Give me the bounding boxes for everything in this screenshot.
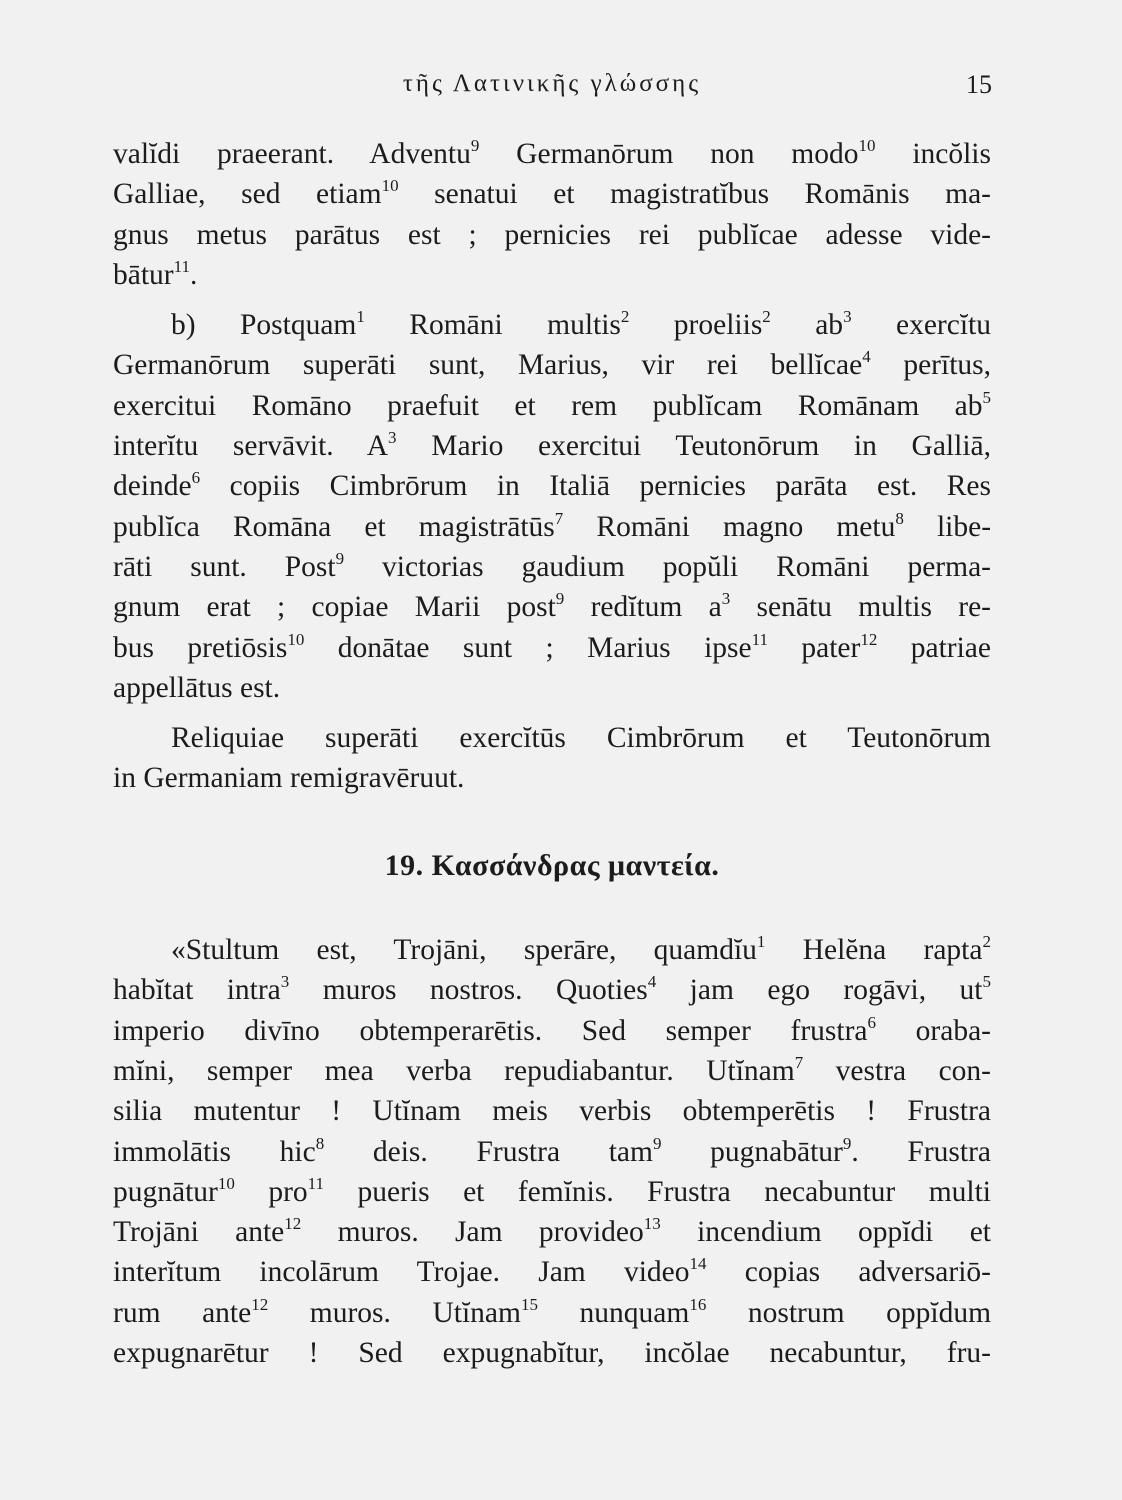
section-heading: 19. Κασσάνδρας μαντεία. xyxy=(384,848,720,882)
paragraph-a xyxy=(113,134,991,295)
text-line: bātur$^{11}$. xyxy=(113,256,198,291)
page-header xyxy=(112,70,992,110)
page-number: 15 xyxy=(966,70,992,99)
text-line: deinde$^6$ copiis Cimbrōrum in Italiā pernicies parāta est. Res xyxy=(113,468,991,503)
text-line: pugnātur$^{10}$ pro$^{11}$ pueris et femĭnis. Frustra necabuntur multi xyxy=(113,1173,991,1208)
text-line: b) Postquam$^1$ Romāni multis$^2$ proeliis$^2$ $ab^3$ exercĭtu xyxy=(171,307,991,342)
text-line: interĭtum incolārum Trojae. Jam video$^{14}$ copias adversariō- xyxy=(113,1254,991,1289)
text-line: silia mutentur ! Utĭnam meis verbis obtemperētis ! Frustra xyxy=(113,1095,991,1128)
text-line: Reliquiae superāti exercĭtūs Cimbrōrum et Teutonōrum xyxy=(171,722,991,755)
text-line: gnus metus parātus est ; pernicies rei publĭcae adesse vide- xyxy=(113,218,991,251)
text-line: expugnarētur ! Sed expugnabĭtur, incŏlae necabuntur, fru- xyxy=(113,1337,991,1370)
text-line: valĭdi praeerant. Adventu$^9$ Germanōrum non modo$^{10}$ incŏlis xyxy=(113,136,991,170)
paragraph-c xyxy=(113,718,991,799)
running-title: τῆς Λατινικῆς γλώσσης xyxy=(402,70,702,97)
text-line: Germanōrum superāti sunt, Marius, vir rei bellĭcae$^4$ perītus, xyxy=(113,347,991,382)
text-line: exercitui Romāno praefuit et rem publĭcam Romānam $ab^5$ xyxy=(113,387,991,422)
text-line: imperio divīno obtemperarētis. Sed semper frustra$^6$ oraba- xyxy=(113,1012,991,1047)
text-line: publĭca Romāna et magistrātūs$^7$ Romāni magno metu$^8$ libe- xyxy=(113,508,992,543)
page-body xyxy=(113,134,991,1373)
text-line: bus pretiōsis$^{10}$ donātae sunt ; Marius ipse$^{11}$ pater$^{12}$ patriae xyxy=(113,629,991,664)
text-line: interĭtu servāvit. $A^3$ Mario exercitui Teutonōrum in Galliā, xyxy=(113,428,991,463)
paragraph-d xyxy=(113,930,991,1373)
paragraph-b xyxy=(113,305,991,708)
text-line: Galliae, sed etiam$^{10}$ senatui et magistratĭbus Romānis ma- xyxy=(113,176,991,211)
text-line: mĭni, semper mea verba repudiabantur. Utĭnam$^7$ vestra con- xyxy=(113,1052,991,1087)
text-line: gnum erat ; copiae Marii post$^9$ redĭtum $a^3$ senātu multis re- xyxy=(113,589,991,624)
text-line: immolātis hic$^8$ deis. Frustra tam$^9$ pugnabātur$^9$. Frustra xyxy=(113,1133,991,1168)
text-line: in Germaniam remigravēruut. xyxy=(113,762,465,795)
text-line: appellātus est. xyxy=(113,671,281,704)
text-line: rum ante$^{12}$ muros. Utĭnam$^{15}$ nunquam$^{16}$ nostrum oppĭdum xyxy=(113,1294,992,1329)
text-line: habĭtat intra$^3$ muros nostros. Quoties$^4$ jam ego rogāvi, $ut^5$ xyxy=(113,972,992,1007)
text-line: rāti sunt. Post$^9$ victorias gaudium popŭli Romāni perma- xyxy=(113,548,991,583)
text-line: «Stultum est, Trojāni, sperāre, quamdĭu$^1$ Helĕna rapta$^2$ xyxy=(171,932,991,967)
text-line: Trojāni ante$^{12}$ muros. Jam provideo$^{13}$ incendium oppĭdi et xyxy=(113,1214,991,1249)
